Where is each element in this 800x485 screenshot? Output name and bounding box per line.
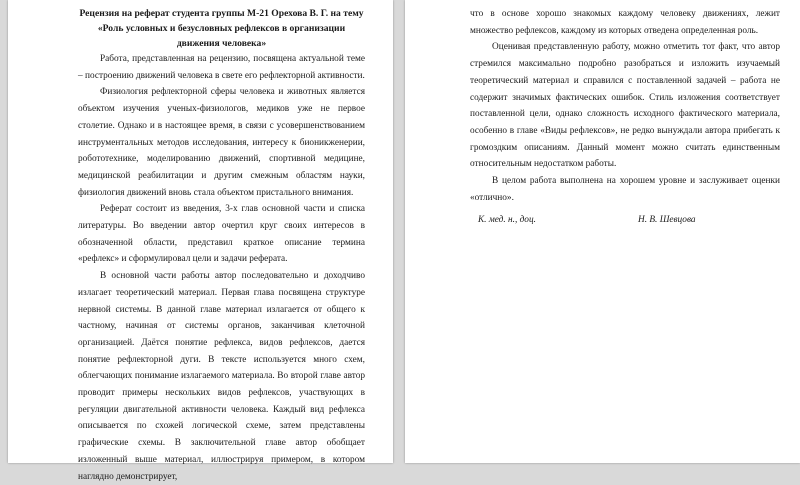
signature-line — [470, 212, 780, 228]
document-page-1 — [8, 0, 393, 482]
review-title: Рецензия на реферат студента группы М-21 Орехова В. Г. на тему «Роль условных и безусловных рефлексов в организации движения человека» — [79, 8, 364, 49]
document-page-2 — [405, 0, 800, 463]
paragraph: что в основе хорошо знакомых каждому человеку движениях, лежит множество рефлексов, каждому из которых отведена определенная роль. — [470, 9, 780, 36]
paragraph: Физиология рефлекторной сферы человека и животных является объектом изучения ученых-физиологов, медиков уже не первое столетие. Однако и в настоящее время, в связи с усовершенствованием инструментальных методов исследования, интересу к бионикженерии, робототехнике, моделированию движений, спортивной медицине, медицинской реабилитации и другим смежным областям науки, физиология движений вновь стала объектом пристального внимания. — [78, 87, 365, 198]
paragraph: Реферат состоит из введения, 3-х глав основной части и списка литературы. Во введении автор очертил круг своих интересов в обозначенной области, представил краткое описание термина «рефлекс» и сформулировал цели и задачи реферата. — [78, 204, 365, 265]
paragraph: Оценивая представленную работу, можно отметить тот факт, что автор стремился максимально подробно разобраться и изложить изучаемый теоретический материал и справился с поставленной задачей – работа не содержит значимых фактических ошибок. Стиль изложения соответствует поставленной цели, однако сложность исходного фактического материала, особенно в главе «Виды рефлексов», не редко вынуждали автора прибегать к громоздким описаниям. Данный момент можно считать единственным относительным недостатком работы. — [470, 42, 780, 170]
signature-degree: К. мед. н., доц. — [478, 215, 536, 226]
paragraph: В основной части работы автор последовательно и доходчиво излагает теоретический материал. Первая глава посвящена структуре нервной системы. В данной главе материал излагается от общего к частному, начиная от системы органов, заканчивая клеточной организацией. Даётся понятие рефлекса, видов рефлексов, дается понятие рефлекторной дуги. В тексте используется много схем, облегчающих понимание излагаемого материала. Во второй главе автор проводит примеры нескольких видов рефлексов, участвующих в регуляции двигательной активности человека. Каждый вид рефлекса описывается по схожей логической схеме, затем представлены графические схемы. В заключительной главе автор обобщает изложенный выше материал, иллюстрируя примером, в котором наглядно демонстрирует, — [78, 271, 365, 482]
paragraph: Работа, представленная на рецензию, посвящена актуальной теме – построению движений человека в свете его рефлекторной активности. — [78, 54, 365, 81]
paragraph: В целом работа выполнена на хорошем уровне и заслуживает оценки «отлично». — [470, 176, 780, 203]
signature-name: Н. В. Шевцова — [638, 215, 696, 226]
